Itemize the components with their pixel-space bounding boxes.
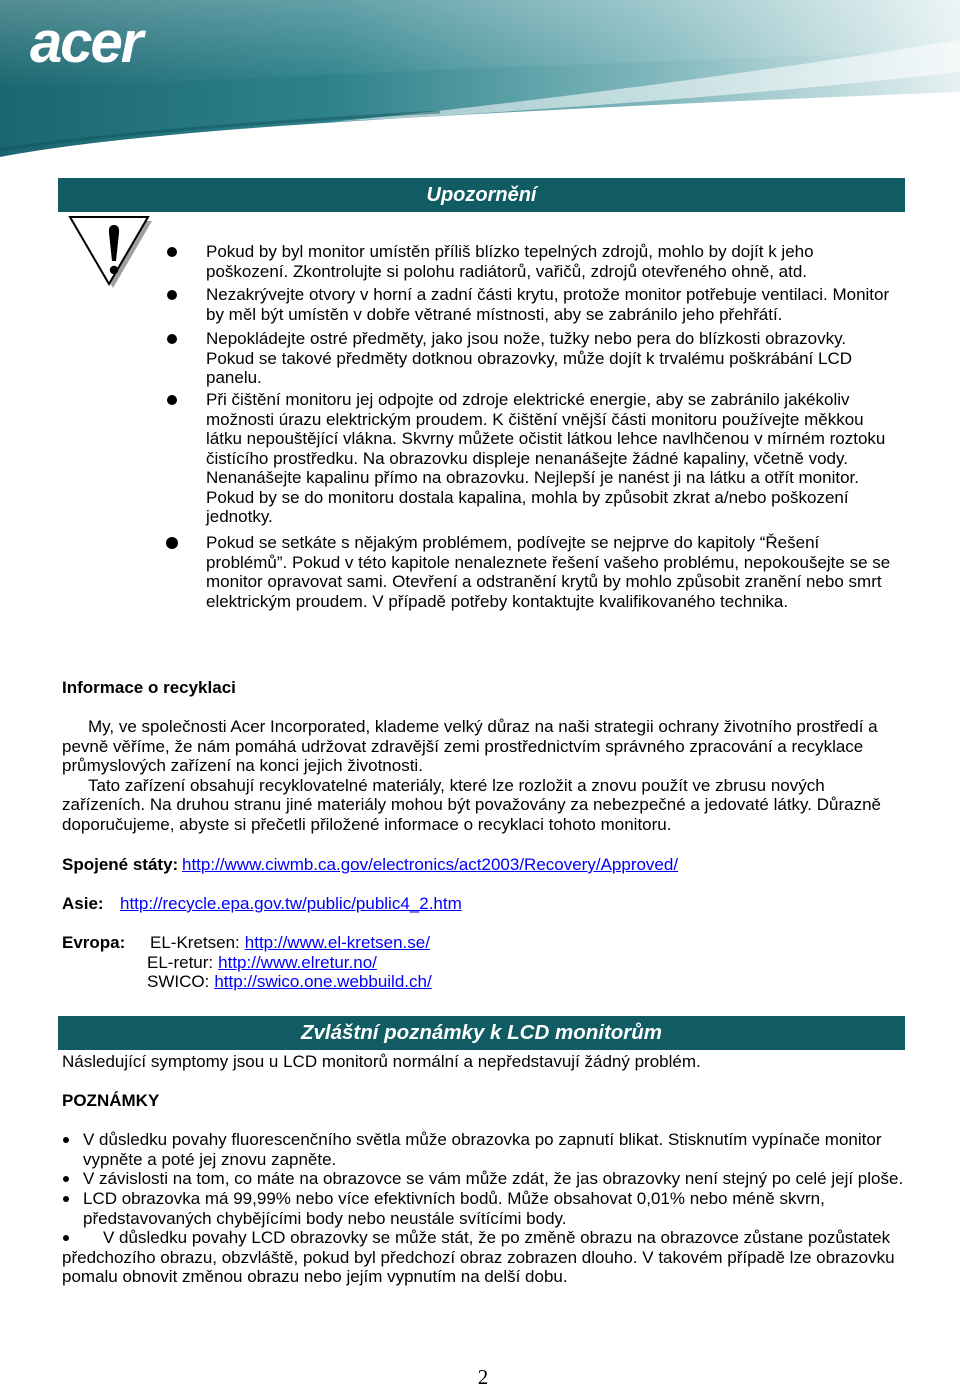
entry-name: EL-Kretsen: [150,933,240,952]
warning-triangle-icon [64,212,156,292]
paragraph-line: doporučujeme, abyste si přečetli přiložené informace o recyklaci tohoto monitoru. [62,814,672,834]
bullet-icon [63,1176,69,1182]
warning-item-line: látku nepouštějící vlákna. Skvrny můžete očistit látkou lehce navlhčenou v mírném roztoku [206,429,886,448]
note-line: vypněte a poté jej znovu zapněte. [83,1149,337,1169]
paragraph-line: průmyslových zařízení na konci jejich životnosti. [62,756,423,776]
lcd-notes-title: Zvláštní poznámky k LCD monitorům [300,1021,663,1044]
paragraph-line: Tato zařízení obsahují recyklovatelné materiály, které lze rozložit a znovu použít ve zbrusu nových [88,775,825,795]
banner-background [0,0,960,160]
warning-item-line: Při čištění monitoru jej odpojte od zdroje elektrické energie, aby se zabránilo jakékoliv [206,390,850,409]
recycling-link[interactable]: http://www.ciwmb.ca.gov/electronics/act2003/Recovery/Approved/ [182,855,679,874]
warning-item-line: Pokud se takové předměty dotknou obrazovky, může dojít k trvalému poškrábání LCD [206,348,853,368]
note-line: předchozího obrazu, obzvláště, pokud byl předchozí obraz zobrazen dlouho. V takovém případě lze obrazovku [62,1247,895,1267]
warning-title: Upozornění [426,184,537,206]
note-line: V důsledku povahy LCD obrazovky se může stát, že po změně obrazu na obrazovce zůstane pozůstatek [103,1228,891,1247]
warning-item-line: jednotky. [206,507,273,526]
note-line: V závislosti na tom, co máte na obrazovce se vám může zdát, že jas obrazovky není stejný po celé její ploše. [83,1169,904,1188]
page-number: 2 [477,1365,489,1389]
warning-section-bar [58,178,905,212]
note-line: představovaných chybějícími body nebo neustále svítícími body. [83,1208,567,1228]
recycling-entry-el-retur [147,953,377,973]
warning-item-line: Nepokládejte ostré předměty, jako jsou nože, tužky nebo pera do blízkosti obrazovky. [206,329,847,348]
header-banner [0,0,960,160]
region-europe [0,933,960,993]
warning-item-line: panelu. [206,368,262,387]
paragraph-line: pevně věříme, že nám pomáhá udržovat zdravější zemi prostřednictvím správného zpracování a recyklace [62,736,864,756]
acer-logo: acer [30,10,142,75]
recycling-heading: Informace o recyklaci [62,678,236,697]
bullet-icon [167,395,177,405]
bullet-icon [167,334,177,344]
paragraph-line: My, ve společnosti Acer Incorporated, klademe velký důraz na naši strategii ochrany životního prostředí a [88,717,878,736]
warning-item-line: Pokud se setkáte s nějakým problémem, podívejte se nejprve do kapitoly “Řešení [206,533,820,552]
warning-item-line: Nezakrývejte otvory v horní a zadní části krytu, protože monitor potřebuje ventilaci. Monitor [206,285,890,304]
bullet-icon [166,537,178,549]
warning-item-line: elektrickým proudem. V případě potřeby kontaktujte kvalifikovaného technika. [206,591,789,611]
region-label: Asie: [62,894,104,913]
warning-item-line: monitor opravovat sami. Otevření a odstranění krytů by mohlo způsobit zranění nebo smrt [206,572,882,591]
recycling-entry-el-kretsen [150,933,430,953]
recycling-link[interactable]: http://www.elretur.no/ [218,953,377,972]
lcd-notes-intro: Následující symptomy jsou u LCD monitorů normální a nepředstavují žádný problém. [62,1052,701,1071]
region-asia [0,894,960,914]
note-line: V důsledku povahy fluorescenčního světla může obrazovka po zapnutí blikat. Stisknutím vypínače monitor [83,1130,882,1149]
recycling-link[interactable]: http://swico.one.webbuild.ch/ [214,972,432,991]
bullet-icon [63,1196,69,1202]
notes-heading: POZNÁMKY [62,1091,160,1110]
note-line: pomalu obnovit změnou obrazu nebo jejím vypnutím na delší dobu. [62,1267,568,1287]
recycling-paragraph [62,717,881,835]
region-label: Spojené státy: [62,855,179,874]
warning-item-line: by měl být umístěn v dobře větrané místnosti, aby se zabránilo jeho přehřátí. [206,304,783,324]
recycling-entry-swico [147,972,432,992]
warning-item-line: poškození. Zkontrolujte si polohu radiátorů, vařičů, zdrojů otevřeného ohně, atd. [206,261,808,281]
recycling-link[interactable]: http://www.el-kretsen.se/ [244,933,430,952]
warning-item-line: Nenanášejte kapalinu přímo na obrazovku. Nejlepší je nanést ji na látku a otřít monitor. [206,468,859,487]
bullet-icon [63,1137,69,1143]
bullet-icon [167,290,177,300]
lcd-notes-section-bar [58,1016,905,1050]
warning-item-line: problémů”. Pokud v této kapitole nenaleznete řešení vašeho problému, nepokoušejte se se [206,552,891,572]
entry-name: EL-retur: [147,953,214,972]
note-line: LCD obrazovka má 99,99% nebo více efektivních bodů. Může obsahovat 0,01% nebo méně skvrn, [83,1189,825,1208]
warning-item-line: možnosti úrazu elektrickým proudem. K čištění vnější části monitoru používejte měkkou [206,409,864,429]
bullet-icon [167,247,177,257]
recycling-link[interactable]: http://recycle.epa.gov.tw/public/public4_2.htm [120,894,462,913]
region-label: Evropa: [62,933,126,952]
entry-name: SWICO: [147,972,210,991]
warning-item-line: čistícího prostředku. Na obrazovku displeje nenanášejte žádné kapaliny, včetně vody. [206,448,848,468]
region-united-states [0,855,960,875]
warning-item-line: Pokud by byl monitor umístěn příliš blízko tepelných zdrojů, mohlo by dojít k jeho [206,242,814,261]
warning-item-line: Pokud by se do monitoru dostala kapalina, mohla by způsobit zkrat a/nebo poškození [206,487,849,507]
paragraph-line: zařízeních. Na druhou stranu jiné materiály mohou být považovány za nebezpečné a jedovaté látky. Důrazně [62,795,881,815]
